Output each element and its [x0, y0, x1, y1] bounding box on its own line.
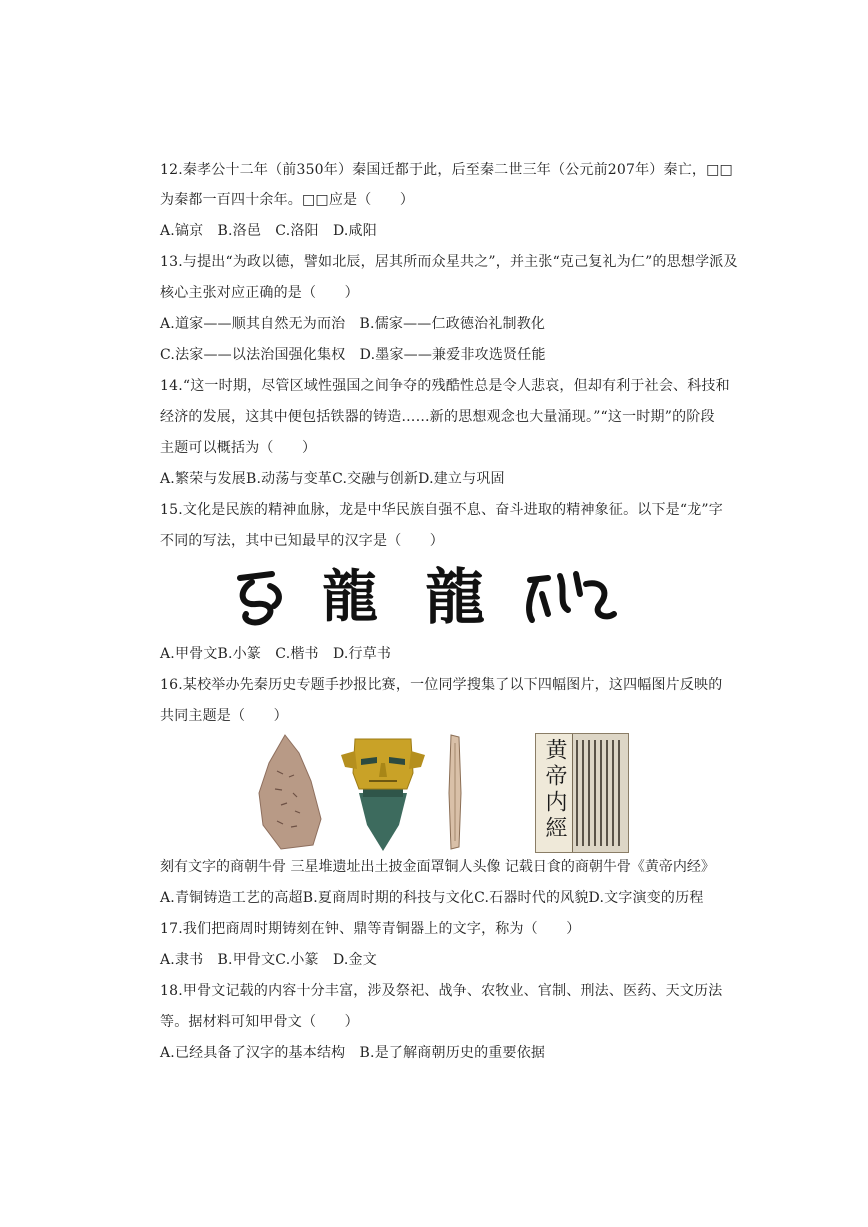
q15-options: A.甲骨文B.小篆 C.楷书 D.行草书: [160, 646, 392, 662]
q16-picture-row: [245, 733, 635, 853]
oracle-bone-image: [255, 733, 325, 851]
q13-stem-line2: 核心主张对应正确的是（ ）: [160, 285, 359, 301]
book-title: 黄帝内經: [542, 738, 567, 842]
dragon-seal-glyph: 龍: [322, 564, 378, 630]
q16-options: A.青铜铸造工艺的高超B.夏商周时期的科技与文化C.石器时代的风貌D.文字演变的历程: [160, 890, 704, 906]
q12-options: A.镐京 B.洛邑 C.洛阳 D.咸阳: [160, 223, 377, 239]
q12-stem-line2: 为秦都一百四十余年。□□应是（ ）: [160, 192, 415, 208]
q18-stem-line2: 等。据材料可知甲骨文（ ）: [160, 1014, 359, 1030]
q18-stem-line1: 18.甲骨文记载的内容十分丰富，涉及祭祀、战争、农牧业、官制、刑法、医药、天文历法: [160, 983, 723, 999]
q12-stem-line1: 12.秦孝公十二年（前350年）秦国迁都于此，后至秦二世三年（公元前207年）秦亡，□□: [160, 162, 733, 178]
dragon-glyphs-svg: [230, 560, 630, 630]
dragon-character-figure: [230, 560, 630, 630]
q14-stem-line1: 14.“这一时期，尽管区域性强国之间争夺的残酷性总是令人悲哀，但却有利于社会、科技和: [160, 378, 730, 394]
q15-stem-line2: 不同的写法，其中已知最早的汉字是（ ）: [160, 533, 444, 549]
dragon-cursive-glyph: [529, 574, 614, 620]
book-cover: [536, 734, 573, 852]
dragon-regular-glyph: 龍: [425, 563, 485, 630]
q18-options-ab: A.已经具备了汉字的基本结构 B.是了解商朝历史的重要依据: [160, 1045, 546, 1061]
q13-options-ab: A.道家——顺其自然无为而治 B.儒家——仁政德治礼制教化: [160, 316, 546, 332]
eclipse-record-bone-image: [445, 733, 465, 851]
q15-stem-line1: 15.文化是民族的精神血脉，龙是中华民族自强不息、奋斗进取的精神象征。以下是“龙”字: [160, 502, 723, 518]
book-text-columns: [576, 740, 624, 846]
bronze-head-gold-mask-image: [337, 733, 429, 851]
q16-stem-line2: 共同主题是（ ）: [160, 708, 288, 724]
q16-picture-captions: 刻有文字的商朝牛骨 三星堆遗址出土披金面罩铜人头像 记载日食的商朝牛骨《黄帝内经》: [160, 859, 715, 875]
q14-stem-line3: 主题可以概括为（ ）: [160, 440, 317, 456]
q17-options: A.隶书 B.甲骨文C.小篆 D.金文: [160, 952, 377, 968]
q16-stem-line1: 16.某校举办先秦历史专题手抄报比赛，一位同学搜集了以下四幅图片，这四幅图片反映的: [160, 677, 723, 693]
q13-stem-line1: 13.与提出“为政以德，譬如北辰，居其所而众星共之”，并主张“克己复礼为仁”的思想学派及: [160, 254, 738, 270]
huangdi-neijing-book-image: [535, 733, 629, 853]
q13-options-cd: C.法家——以法治国强化集权 D.墨家——兼爱非攻选贤任能: [160, 347, 546, 363]
q17-stem: 17.我们把商周时期铸刻在钟、鼎等青铜器上的文字，称为（ ）: [160, 921, 581, 937]
dragon-oracle-bone-glyph: [240, 574, 279, 622]
q14-options: A.繁荣与发展B.动荡与变革C.交融与创新D.建立与巩固: [160, 471, 505, 487]
q14-stem-line2: 经济的发展，这其中便包括铁器的铸造……新的思想观念也大量涌现。”“这一时期”的阶段: [160, 409, 715, 425]
